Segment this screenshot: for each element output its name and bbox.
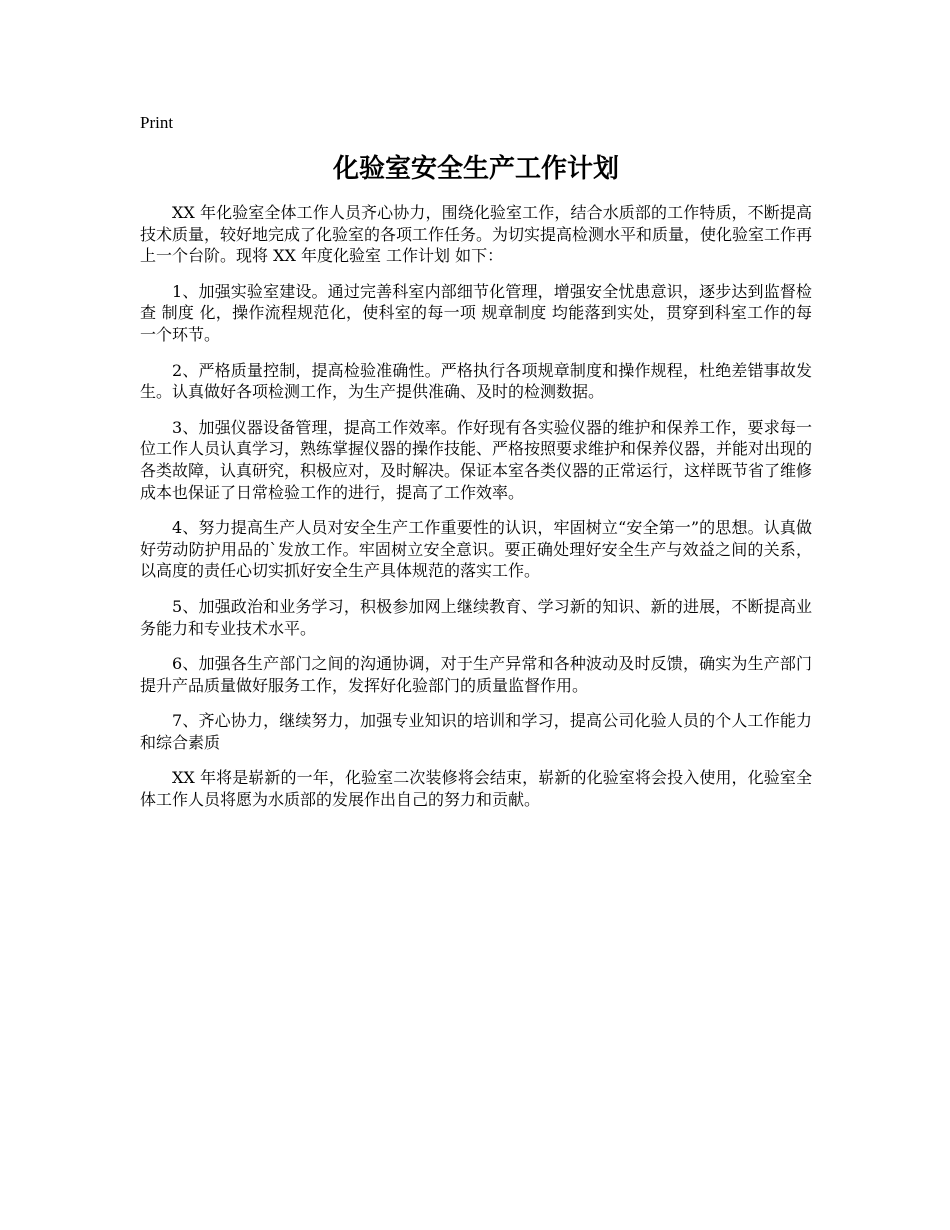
- plan-item-1: 1、加强实验室建设。通过完善科室内部细节化管理，增强安全忧患意识，逐步达到监督检查 制度 化，操作流程规范化，使科室的每一项 规章制度 均能落到实处，贯穿到科室工作的每一个环节。: [140, 281, 812, 344]
- plan-item-6: 6、加强各生产部门之间的沟通协调，对于生产异常和各种波动及时反馈，确实为生产部门提升产品质量做好服务工作，发挥好化验部门的质量监督作用。: [140, 654, 812, 695]
- document-title: 化验室安全生产工作计划: [332, 154, 619, 184]
- intro-paragraph: XX 年化验室全体工作人员齐心协力，围绕化验室工作，结合水质部的工作特质，不断提高技术质量，较好地完成了化验室的各项工作任务。为切实提高检测水平和质量，使化验室工作再上一个台阶。现将 XX 年度化验室 工作计划 如下：: [140, 203, 813, 266]
- closing-paragraph: XX 年将是崭新的一年，化验室二次装修将会结束，崭新的化验室将会投入使用，化验室全体工作人员将愿为水质部的发展作出自己的努力和贡献。: [140, 768, 812, 810]
- document-page: [140, 112, 812, 825]
- plan-item-7: 7、齐心协力，继续努力，加强专业知识的培训和学习，提高公司化验人员的个人工作能力和综合素质: [140, 711, 812, 752]
- print-label: Print: [140, 113, 174, 132]
- plan-item-2: 2、严格质量控制，提高检验准确性。严格执行各项规章制度和操作规程，杜绝差错事故发生。认真做好各项检测工作，为生产提供准确、及时的检测数据。: [140, 360, 812, 402]
- plan-item-4: 4、努力提高生产人员对安全生产工作重要性的认识，牢固树立“安全第一”的思想。认真做好劳动防护用品的`发放工作。牢固树立安全意识。要正确处理好安全生产与效益之间的关系，以高度的责任心切实抓好安全生产具体规范的落实工作。: [140, 518, 812, 581]
- plan-item-5: 5、加强政治和业务学习，积极参加网上继续教育、学习新的知识、新的进展，不断提高业务能力和专业技术水平。: [140, 596, 812, 638]
- plan-item-3: 3、加强仪器设备管理，提高工作效率。作好现有各实验仪器的维护和保养工作，要求每一位工作人员认真学习，熟练掌握仪器的操作技能、严格按照要求维护和保养仪器，并能对出现的各类故障，认真研究，积极应对，及时解决。保证本室各类仪器的正常运行，这样既节省了维修成本也保证了日常检验工作的进行，提高了工作效率。: [140, 417, 813, 502]
